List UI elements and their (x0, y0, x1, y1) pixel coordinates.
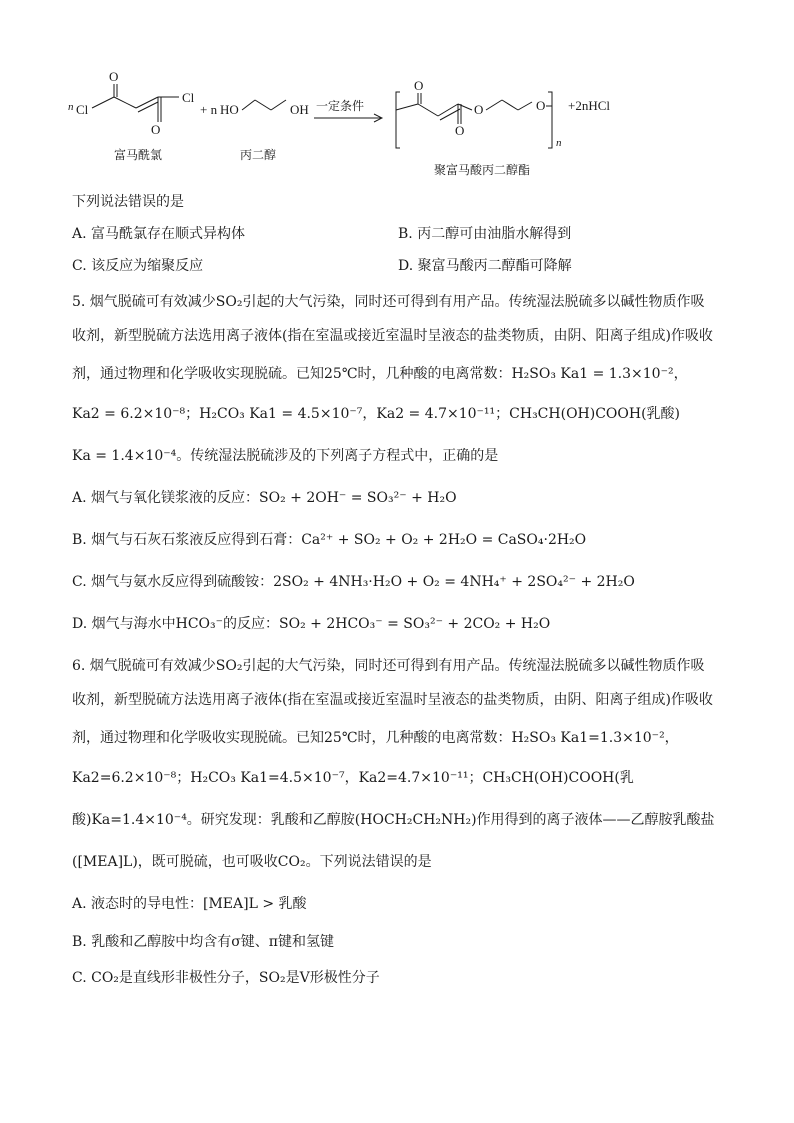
atom-poly-o2: O (455, 123, 465, 138)
q6-line-1: 6. 烟气脱硫可有效减少SO₂引起的大气污染，同时还可得到有用产品。传统湿法脱硫多以碱性物质作吸 (72, 658, 705, 674)
q5-line-4: Ka2 = 6.2×10⁻⁸；H₂CO₃ Ka1 = 4.5×10⁻⁷，Ka2 = 4.7×10⁻¹¹；CH₃CH(OH)COOH(乳酸) (72, 406, 681, 422)
label-propanediol: 丙二醇 (240, 148, 277, 162)
byproduct-hcl: +2nHCl (568, 98, 611, 113)
q6-line-2: 收剂，新型脱硫方法选用离子液体(指在室温或接近室温时呈液态的盐类物质，由阴、阳离子组成)作吸收 (72, 692, 713, 708)
atom-poly-o1: O (414, 78, 424, 93)
q6-line-3: 剂，通过物理和化学吸收实现脱硫。已知25℃时，几种酸的电离常数：H₂SO₃ Ka1=1.3×10⁻²， (72, 730, 679, 746)
q4-stem: 下列说法错误的是 (72, 194, 184, 210)
q5-line-1: 5. 烟气脱硫可有效减少SO₂引起的大气污染，同时还可得到有用产品。传统湿法脱硫多以碱性物质作吸 (72, 294, 705, 310)
q5-option-a: A. 烟气与氧化镁浆液的反应：SO₂ + 2OH⁻ = SO₃²⁻ + H₂O (72, 490, 457, 506)
atom-cl-right: Cl (182, 90, 195, 105)
q6-line-5: 酸)Ka=1.4×10⁻⁴。研究发现：乳酸和乙醇胺(HOCH₂CH₂NH₂)作用得到的离子液体——乙醇胺乳酸盐 (72, 812, 715, 828)
atom-oh: OH (290, 102, 309, 117)
q5-option-b: B. 烟气与石灰石浆液反应得到石膏：Ca²⁺ + SO₂ + O₂ + 2H₂O = CaSO₄·2H₂O (72, 532, 587, 548)
atom-cl-left: Cl (76, 102, 89, 117)
atom-o-right: O (151, 122, 161, 137)
atom-o-left: O (109, 69, 119, 84)
reaction-condition: 一定条件 (316, 99, 365, 113)
atom-ho: HO (220, 102, 239, 117)
q6-option-a: A. 液态时的导电性：[MEA]L > 乳酸 (72, 896, 307, 912)
q5-line-3: 剂，通过物理和化学吸收实现脱硫。已知25℃时，几种酸的电离常数：H₂SO₃ Ka1 = 1.3×10⁻²， (72, 366, 688, 382)
q4-option-c: C. 该反应为缩聚反应 (72, 258, 204, 274)
q4-option-d: D. 聚富马酸丙二醇酯可降解 (398, 258, 572, 274)
repeat-n: n (556, 137, 562, 149)
q5-line-2: 收剂，新型脱硫方法选用离子液体(指在室温或接近室温时呈液态的盐类物质，由阴、阳离子组成)作吸收 (72, 328, 713, 344)
q6-option-c: C. CO₂是直线形非极性分子，SO₂是V形极性分子 (72, 970, 380, 986)
q4-option-a: A. 富马酰氯存在顺式异构体 (72, 226, 246, 242)
coefficient-n: n (68, 101, 74, 113)
q5-option-d: D. 烟气与海水中HCO₃⁻的反应：SO₂ + 2HCO₃⁻ = SO₃²⁻ + 2CO₂ + H₂O (72, 616, 551, 632)
label-polymer: 聚富马酸丙二醇酯 (434, 163, 531, 177)
q6-line-6: ([MEA]L)，既可脱硫，也可吸收CO₂。下列说法错误的是 (72, 854, 432, 870)
q5-option-c: C. 烟气与氨水反应得到硫酸铵：2SO₂ + 4NH₃·H₂O + O₂ = 4NH₄⁺ + 2SO₄²⁻ + 2H₂O (72, 574, 635, 590)
plus-n: + n (200, 102, 218, 117)
q5-line-5: Ka = 1.4×10⁻⁴。传统湿法脱硫涉及的下列离子方程式中，正确的是 (72, 448, 499, 464)
q6-line-4: Ka2=6.2×10⁻⁸；H₂CO₃ Ka1=4.5×10⁻⁷，Ka2=4.7×10⁻¹¹；CH₃CH(OH)COOH(乳 (72, 770, 634, 786)
reaction-scheme (62, 64, 742, 184)
atom-poly-o4: O (536, 98, 546, 113)
q6-option-b: B. 乳酸和乙醇胺中均含有σ键、π键和氢键 (72, 934, 334, 950)
atom-poly-o3: O (474, 102, 484, 117)
q4-option-b: B. 丙二醇可由油脂水解得到 (398, 226, 572, 242)
label-fumaroyl-chloride: 富马酰氯 (114, 148, 163, 162)
